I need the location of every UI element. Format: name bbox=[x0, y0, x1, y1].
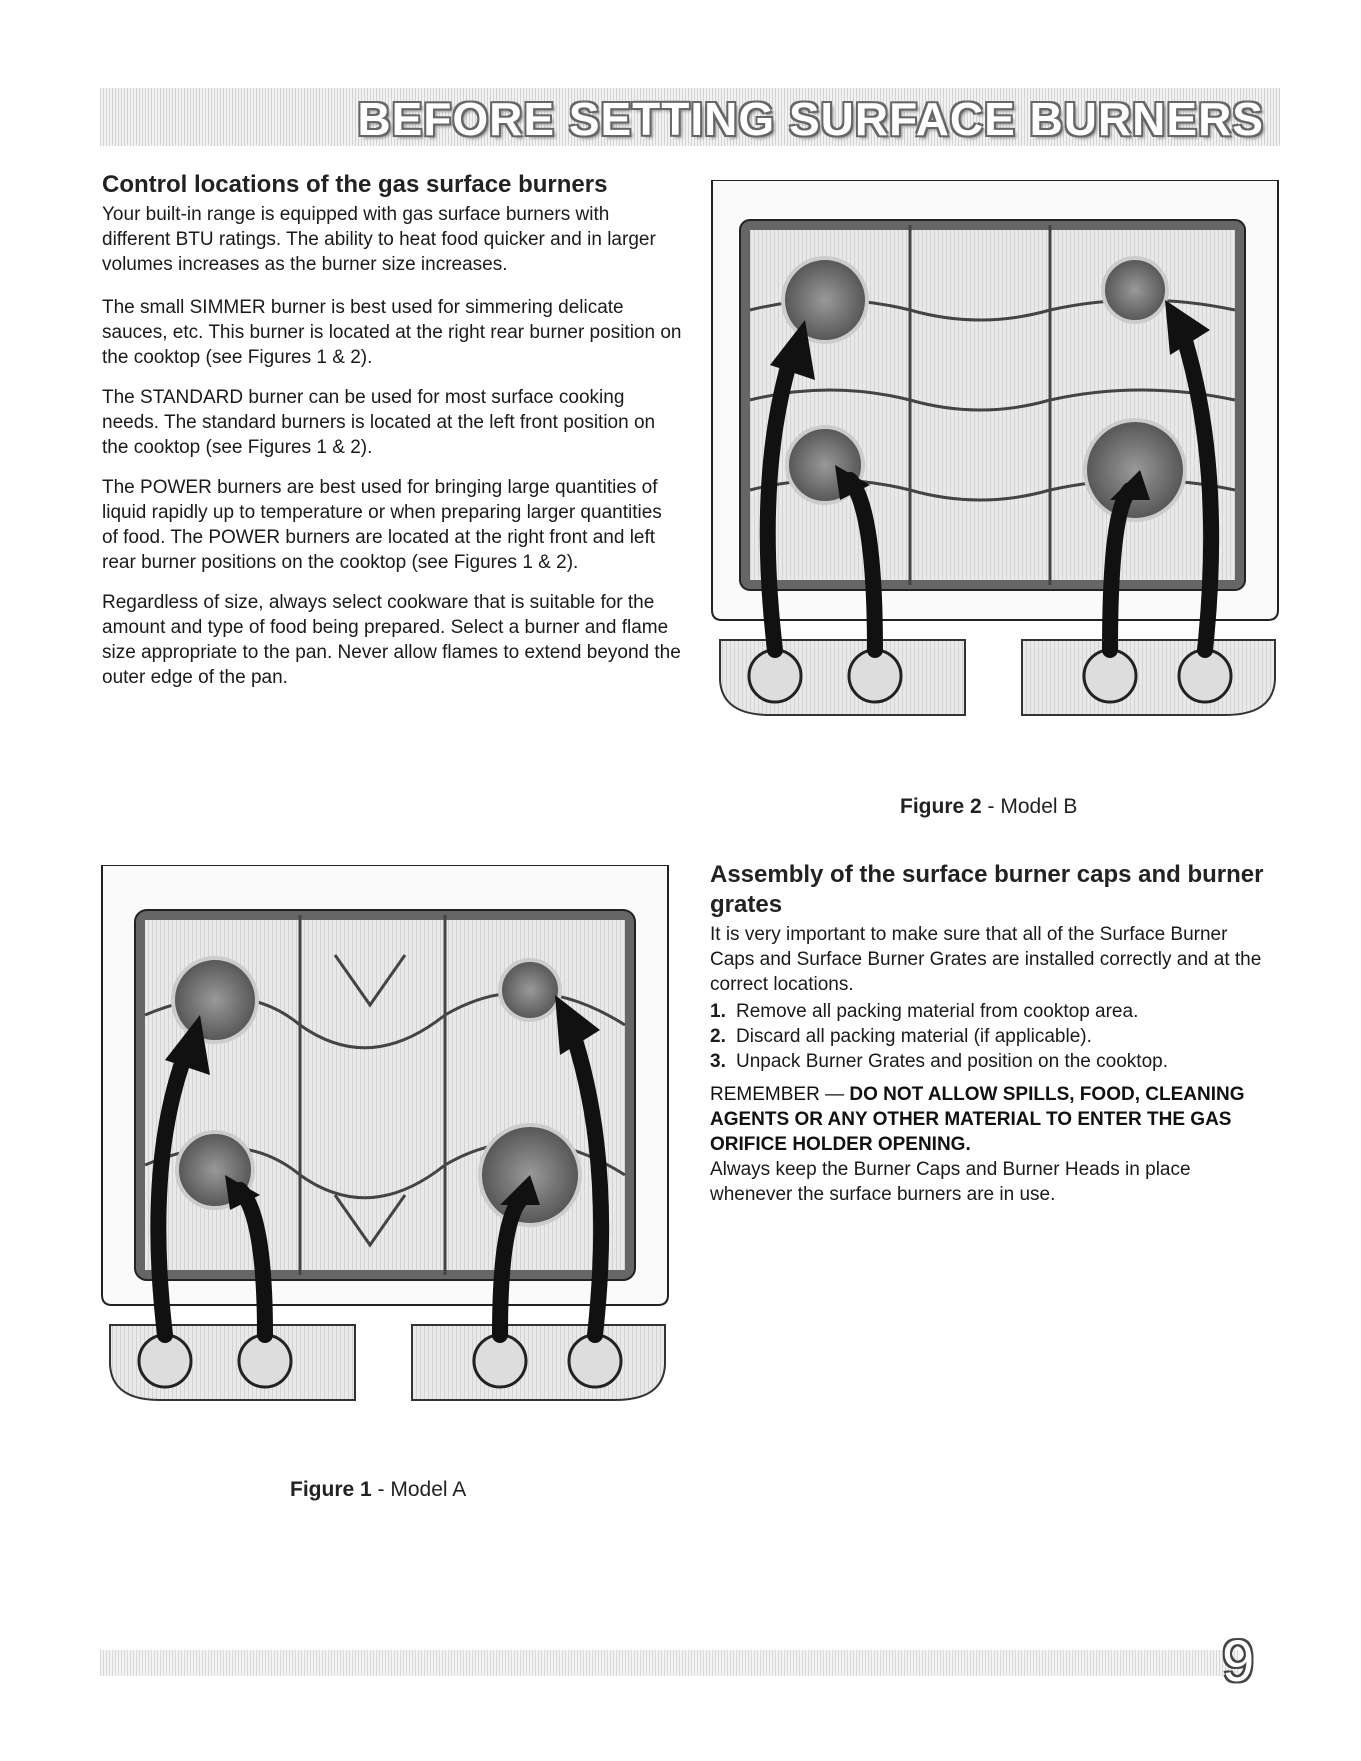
paragraph: The STANDARD burner can be used for most surface cooking needs. The standard burners is located at the left front position on the cooktop (see Figures 1 & 2). bbox=[102, 387, 656, 458]
remember-prefix: REMEMBER — bbox=[710, 1084, 850, 1105]
cooktop-model-a-drawing bbox=[100, 865, 670, 1470]
list-item: 1. Remove all packing material from cooktop area. bbox=[710, 1001, 1139, 1022]
figure-2-caption bbox=[900, 795, 1077, 819]
paragraph: Regardless of size, always select cookware that is suitable for the amount and type of food being prepared. Select a burner and flame size appropriate to the pan. Never allow flames to extend beyond the outer edge of the pan. bbox=[102, 592, 681, 688]
list-item: 2. Discard all packing material (if applicable). bbox=[710, 1026, 1092, 1047]
figure-1-caption bbox=[290, 1478, 466, 1502]
section-heading: Control locations of the gas surface burners bbox=[102, 171, 608, 198]
figure-label: Figure 1 bbox=[290, 1478, 372, 1501]
figure-label: Figure 2 bbox=[900, 795, 982, 818]
cooktop-model-b-drawing bbox=[710, 180, 1280, 790]
footer-band bbox=[100, 1650, 1240, 1676]
figure-caption-text: - Model B bbox=[981, 795, 1078, 818]
paragraph: Your built-in range is equipped with gas surface burners with different BTU ratings. The ability to heat food quicker and in larger volumes increases as the burner size increases. bbox=[102, 204, 656, 275]
paragraph: It is very important to make sure that all of the Surface Burner Caps and Surface Burner Grates are installed correctly and at the correct locations. bbox=[710, 924, 1262, 995]
paragraph: The small SIMMER burner is best used for simmering delicate sauces, etc. This burner is located at the right rear burner position on the cooktop (see Figures 1 & 2). bbox=[102, 297, 682, 368]
paragraph: Always keep the Burner Caps and Burner Heads in place whenever the surface burners are in use. bbox=[710, 1159, 1191, 1205]
page-title: BEFORE SETTING SURFACE BURNERS bbox=[357, 93, 1264, 145]
steps-list bbox=[710, 999, 1270, 1074]
figure-2-cooktop-illustration bbox=[710, 180, 1280, 790]
page-number: 9 bbox=[1222, 1629, 1255, 1694]
section-heading: Assembly of the surface burner caps and burner grates bbox=[710, 861, 1264, 918]
header-band bbox=[100, 88, 1280, 146]
section-assembly bbox=[710, 860, 1270, 1222]
figure-1-cooktop-illustration bbox=[100, 865, 670, 1470]
figure-caption-text: - Model A bbox=[371, 1478, 467, 1501]
section-control-locations bbox=[102, 170, 682, 705]
remember-warning bbox=[710, 1082, 1270, 1157]
list-item: 3. Unpack Burner Grates and position on the cooktop. bbox=[710, 1051, 1168, 1072]
paragraph: The POWER burners are best used for bringing large quantities of liquid rapidly up to temperature or when preparing larger quantities of food. The POWER burners are located at the right front and left rear burner positions on the cooktop (see Figures 1 & 2). bbox=[102, 477, 662, 573]
remember-bold-text: DO NOT ALLOW SPILLS, FOOD, CLEANING AGENTS OR ANY OTHER MATERIAL TO ENTER THE GAS ORIFICE HOLDER OPENING. bbox=[710, 1084, 1245, 1155]
